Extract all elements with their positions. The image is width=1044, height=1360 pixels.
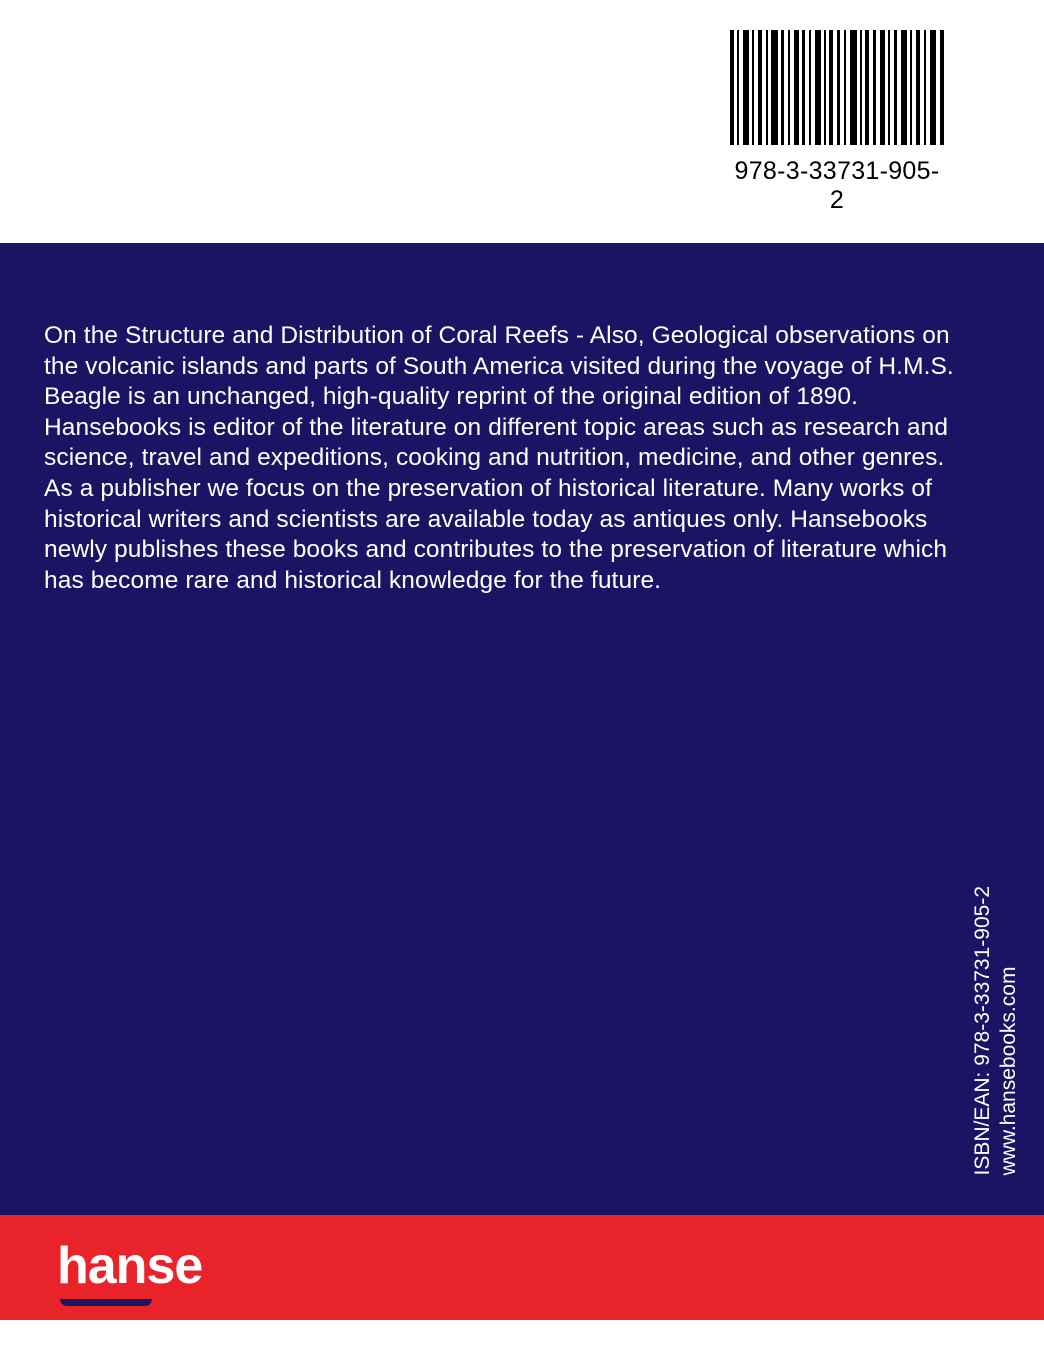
publisher-logo-text: hanse — [57, 1237, 203, 1295]
spine-side-info — [970, 886, 1022, 1176]
bottom-white-strip — [0, 1320, 1044, 1360]
side-website-line: www.hansebooks.com — [997, 966, 1020, 1175]
barcode-icon — [728, 30, 946, 145]
back-cover-blurb: On the Structure and Distribution of Coral Reefs - Also, Geological observations on the volcanic islands and parts of South America visited during the voyage of H.M.S. Beagle is an unchanged, high-quality reprint of the original edition of 1890. Hansebooks is editor of the literature on different topic areas such as research and science, travel and expeditions, cooking and nutrition, medicine, and other genres. As a publisher we focus on the preservation of historical literature. Many works of historical writers and scientists are available today as antiques only. Hansebooks newly publishes these books and contributes to the preservation of literature which has become rare and historical knowledge for the future. — [44, 322, 954, 594]
navy-panel — [0, 243, 1044, 1215]
logo-underline-swoosh — [60, 1299, 152, 1306]
side-isbn-line: ISBN/EAN: 978-3-33731-905-2 — [971, 885, 994, 1175]
barcode-band — [0, 0, 1044, 243]
barcode-block — [728, 30, 946, 215]
publisher-footer — [0, 1215, 1044, 1320]
barcode-isbn-number: 978-3-33731-905-2 — [734, 157, 940, 214]
